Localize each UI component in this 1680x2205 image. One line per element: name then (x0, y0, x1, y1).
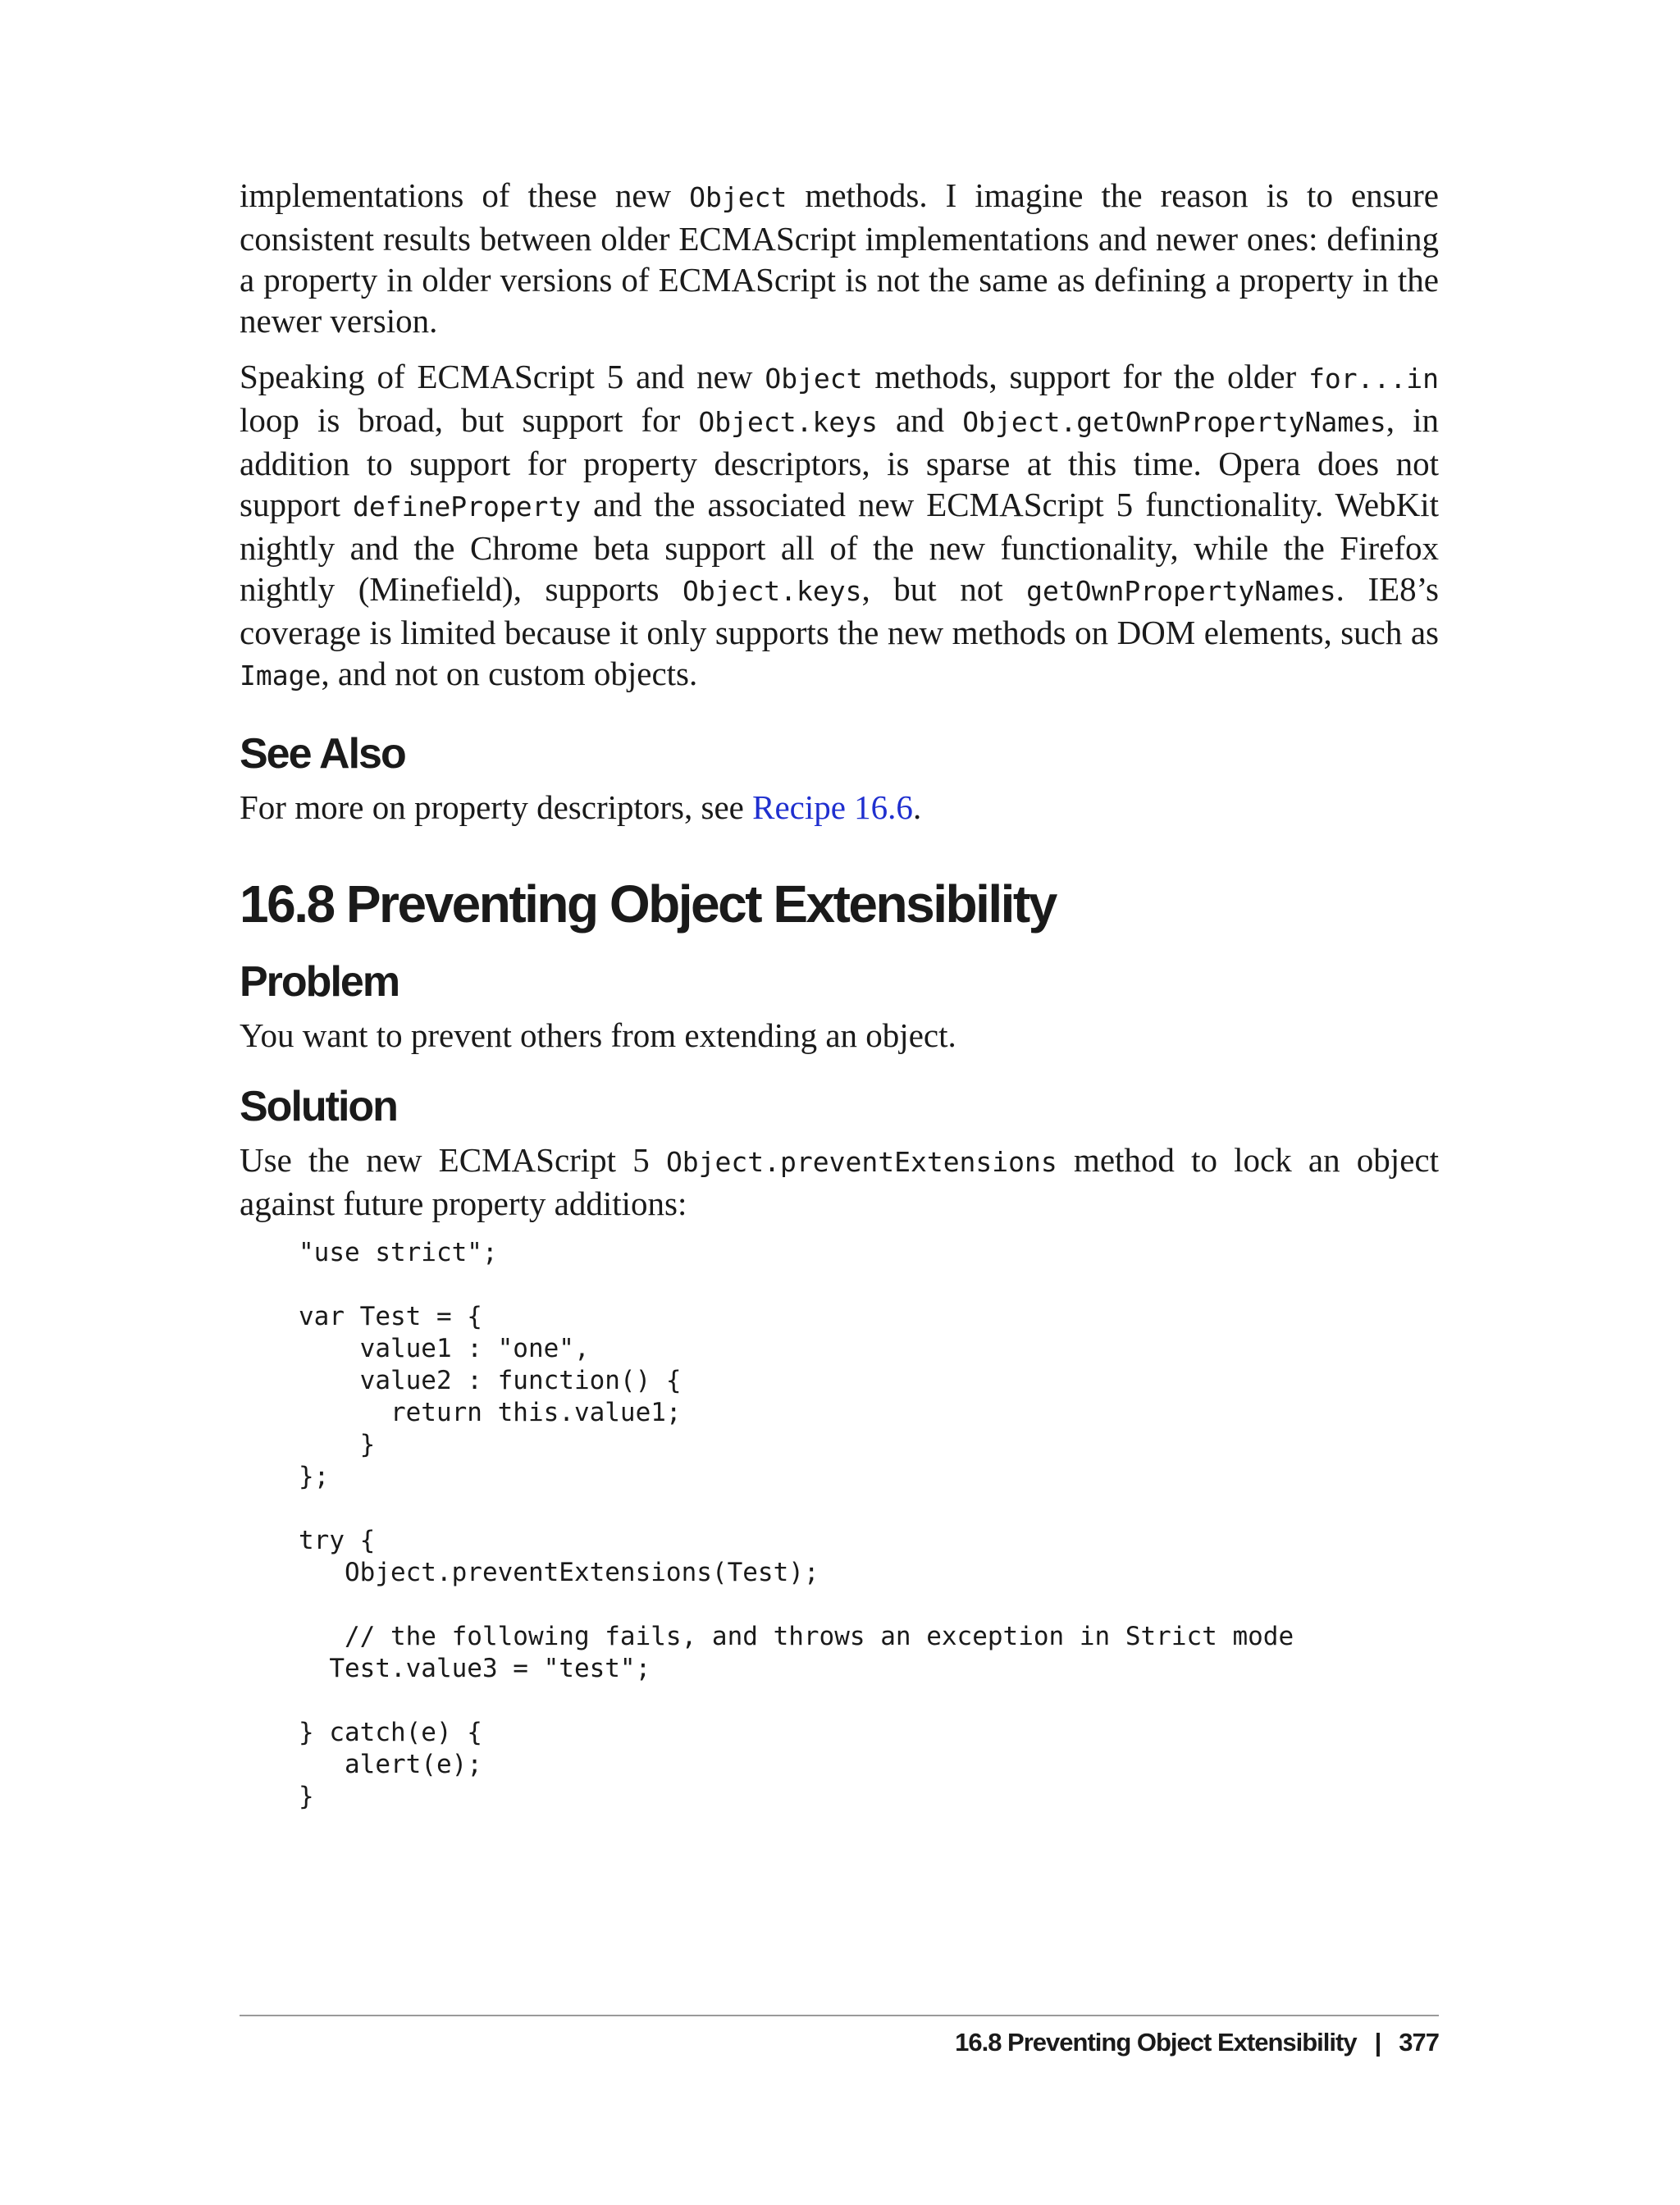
solution-paragraph (240, 1139, 1439, 1224)
problem-heading: Problem (240, 958, 399, 1006)
footer-separator: | (1374, 2028, 1381, 2057)
inline-code: Object.getOwnPropertyNames (962, 406, 1386, 438)
text-run: loop is broad, but support for (240, 401, 699, 439)
text-run: method to lock an object against future property additions: (240, 1141, 1439, 1222)
code-block: "use strict"; var Test = { value1 : "one", value2 : function() { return this.value1; } }; try { Object.preventExtensions(Test); // the following fails, and throws an exception in Strict mode Test.value3 = "test"; } catch(e) { alert(e); } (299, 1238, 1294, 1811)
page-number: 377 (1399, 2028, 1439, 2057)
see-also-heading: See Also (240, 730, 405, 778)
text-run: and (877, 401, 963, 439)
page-content (240, 175, 1440, 1811)
intro-paragraph-1 (240, 175, 1439, 341)
text-run: methods. I imagine the reason is to ensure consistent results between older ECMAScript implementations and newer ones: defining a property in older versions of ECMAScript is not the same as defining a property in the newer version. (240, 176, 1439, 340)
text-run: methods, support for the older (862, 358, 1309, 395)
inline-code: getOwnPropertyNames (1026, 575, 1336, 607)
text-run: , but not (861, 570, 1027, 608)
text-run: , and not on custom objects. (321, 655, 698, 692)
see-also-paragraph (240, 787, 1439, 828)
intro-paragraph-2 (240, 356, 1439, 696)
text-run: and the associated new ECMAScript 5 functionality. WebKit nightly and the Chrome beta support all of the new functionality, while the Firefox nightly (Minefield), supports (240, 486, 1440, 608)
inline-code: Image (240, 660, 322, 692)
inline-code: Object.preventExtensions (665, 1146, 1057, 1178)
recipe-link[interactable]: Recipe 16.6 (752, 788, 913, 826)
text-run: . (912, 788, 922, 826)
inline-code: for...in (1308, 363, 1440, 395)
text-run: . IE8’s coverage is limited because it only supports the new methods on DOM elements, such as (240, 570, 1439, 651)
text-run: Use the new ECMAScript 5 (240, 1141, 666, 1179)
text-run: , in addition to support for property descriptors, is sparse at this time. Opera does not support (240, 401, 1439, 523)
text-run: For more on property descriptors, see (240, 788, 753, 826)
inline-code: Object.keys (682, 575, 862, 607)
page-footer (955, 2026, 1439, 2059)
text-run: implementations of these new (240, 176, 690, 214)
text-run: Speaking of ECMAScript 5 and new (240, 358, 765, 395)
footer-section-title: 16.8 Preventing Object Extensibility (955, 2028, 1357, 2057)
inline-code: defineProperty (353, 491, 582, 523)
section-title: 16.8 Preventing Object Extensibility (240, 874, 1056, 934)
solution-heading: Solution (240, 1083, 397, 1130)
inline-code: Object (765, 363, 863, 395)
footer-divider (240, 2015, 1439, 2016)
inline-code: Object (689, 181, 788, 213)
problem-paragraph: You want to prevent others from extending an object. (240, 1016, 956, 1054)
inline-code: Object.keys (698, 406, 878, 438)
